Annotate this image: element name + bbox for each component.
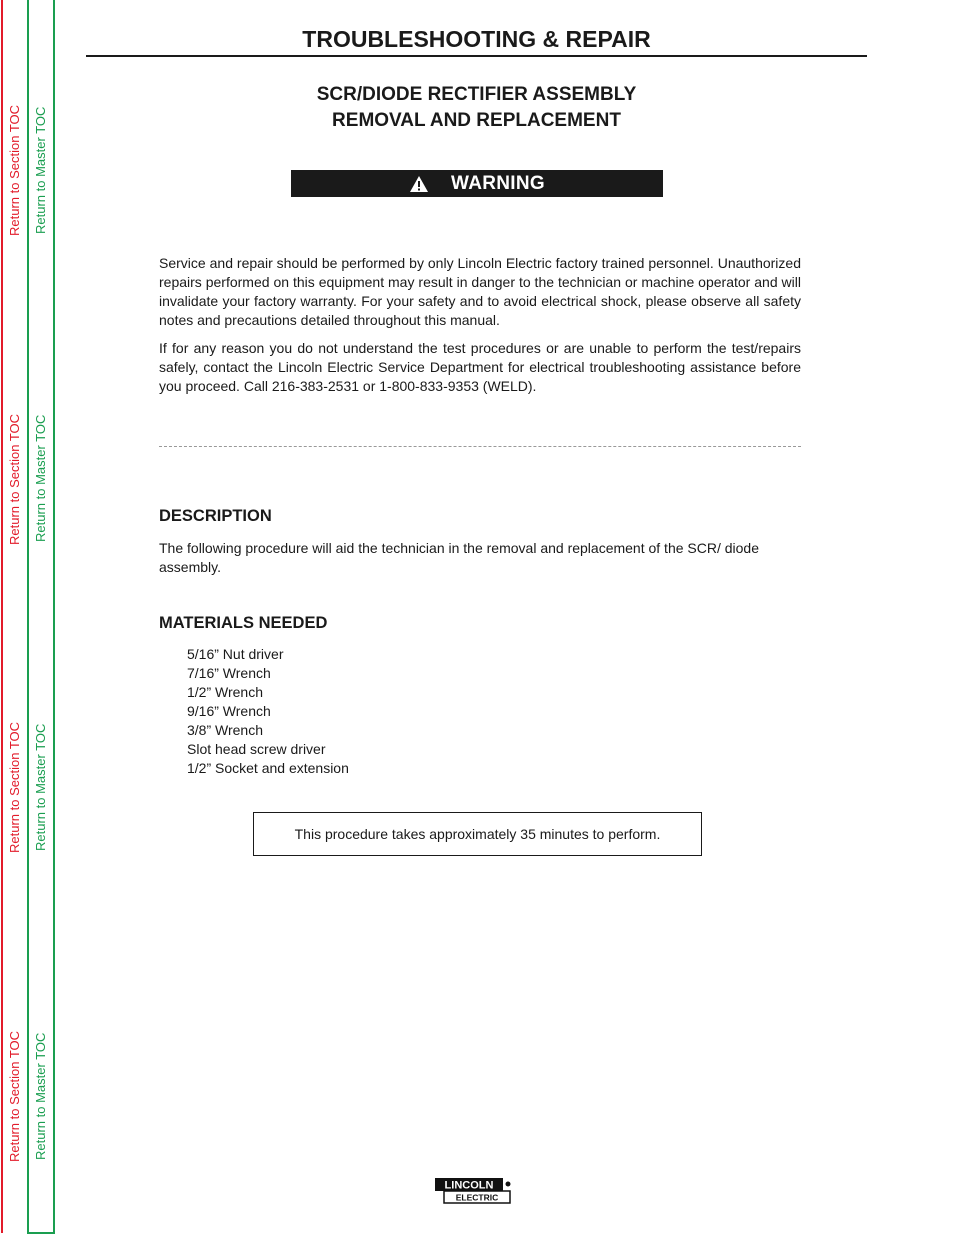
page-header-title: TROUBLESHOOTING & REPAIR [302, 26, 651, 52]
warning-text [159, 254, 801, 405]
list-item: 3/8” Wrench [187, 722, 263, 738]
list-item: 5/16” Nut driver [187, 646, 284, 662]
return-to-section-toc-link[interactable]: Return to Section TOC [7, 1030, 22, 1162]
description-text: The following procedure will aid the technician in the removal and replacement of the SCR/ diode assembly. [159, 540, 760, 575]
materials-heading: MATERIALS NEEDED [159, 614, 328, 632]
warning-label: WARNING [451, 172, 545, 194]
time-estimate-box [253, 812, 702, 856]
svg-text:ELECTRIC: ELECTRIC [455, 1192, 499, 1203]
header-divider [86, 55, 867, 57]
procedure-title-line1: SCR/DIODE RECTIFIER ASSEMBLY [316, 84, 637, 105]
warning-banner [291, 170, 663, 197]
lincoln-electric-logo [434, 1177, 516, 1205]
return-to-master-toc-link[interactable]: Return to Master TOC [33, 1032, 48, 1160]
return-to-section-toc-link[interactable]: Return to Section TOC [7, 413, 22, 545]
svg-text:LINCOLN: LINCOLN [444, 1179, 494, 1192]
warning-triangle-icon [409, 175, 429, 193]
list-item: 9/16” Wrench [187, 703, 271, 719]
return-to-master-toc-link[interactable]: Return to Master TOC [33, 106, 48, 234]
procedure-title [86, 82, 867, 134]
materials-list [187, 645, 349, 778]
return-to-section-toc-link[interactable]: Return to Section TOC [7, 721, 22, 853]
list-item: 1/2” Wrench [187, 684, 263, 700]
time-estimate-text: This procedure takes approximately 35 minutes to perform. [294, 826, 661, 842]
list-item: Slot head screw driver [187, 741, 326, 757]
warning-paragraph: Service and repair should be performed by only Lincoln Electric factory trained personnel. Unauthorized repairs performed on this equipment may result in danger to the technician or machine operator and will invalidate your factory warranty. For your safety and to avoid electrical shock, please observe all safety notes and precautions detailed throughout this manual. [159, 255, 801, 328]
section-divider [159, 446, 801, 447]
return-to-master-toc-link[interactable]: Return to Master TOC [33, 723, 48, 851]
warning-paragraph: If for any reason you do not understand the test procedures or are unable to perform the test/repairs safely, contact the Lincoln Electric Service Department for electrical troubleshooting assistance before you proceed. Call 216-383-2531 or 1-800-833-9353 (WELD). [159, 340, 801, 394]
description-heading: DESCRIPTION [159, 507, 272, 525]
return-to-section-toc-link[interactable]: Return to Section TOC [7, 104, 22, 236]
toc-red-border [1, 0, 3, 1233]
return-to-master-toc-link[interactable]: Return to Master TOC [33, 414, 48, 542]
list-item: 1/2” Socket and extension [187, 760, 349, 776]
procedure-title-line2: REMOVAL AND REPLACEMENT [332, 110, 621, 131]
list-item: 7/16” Wrench [187, 665, 271, 681]
